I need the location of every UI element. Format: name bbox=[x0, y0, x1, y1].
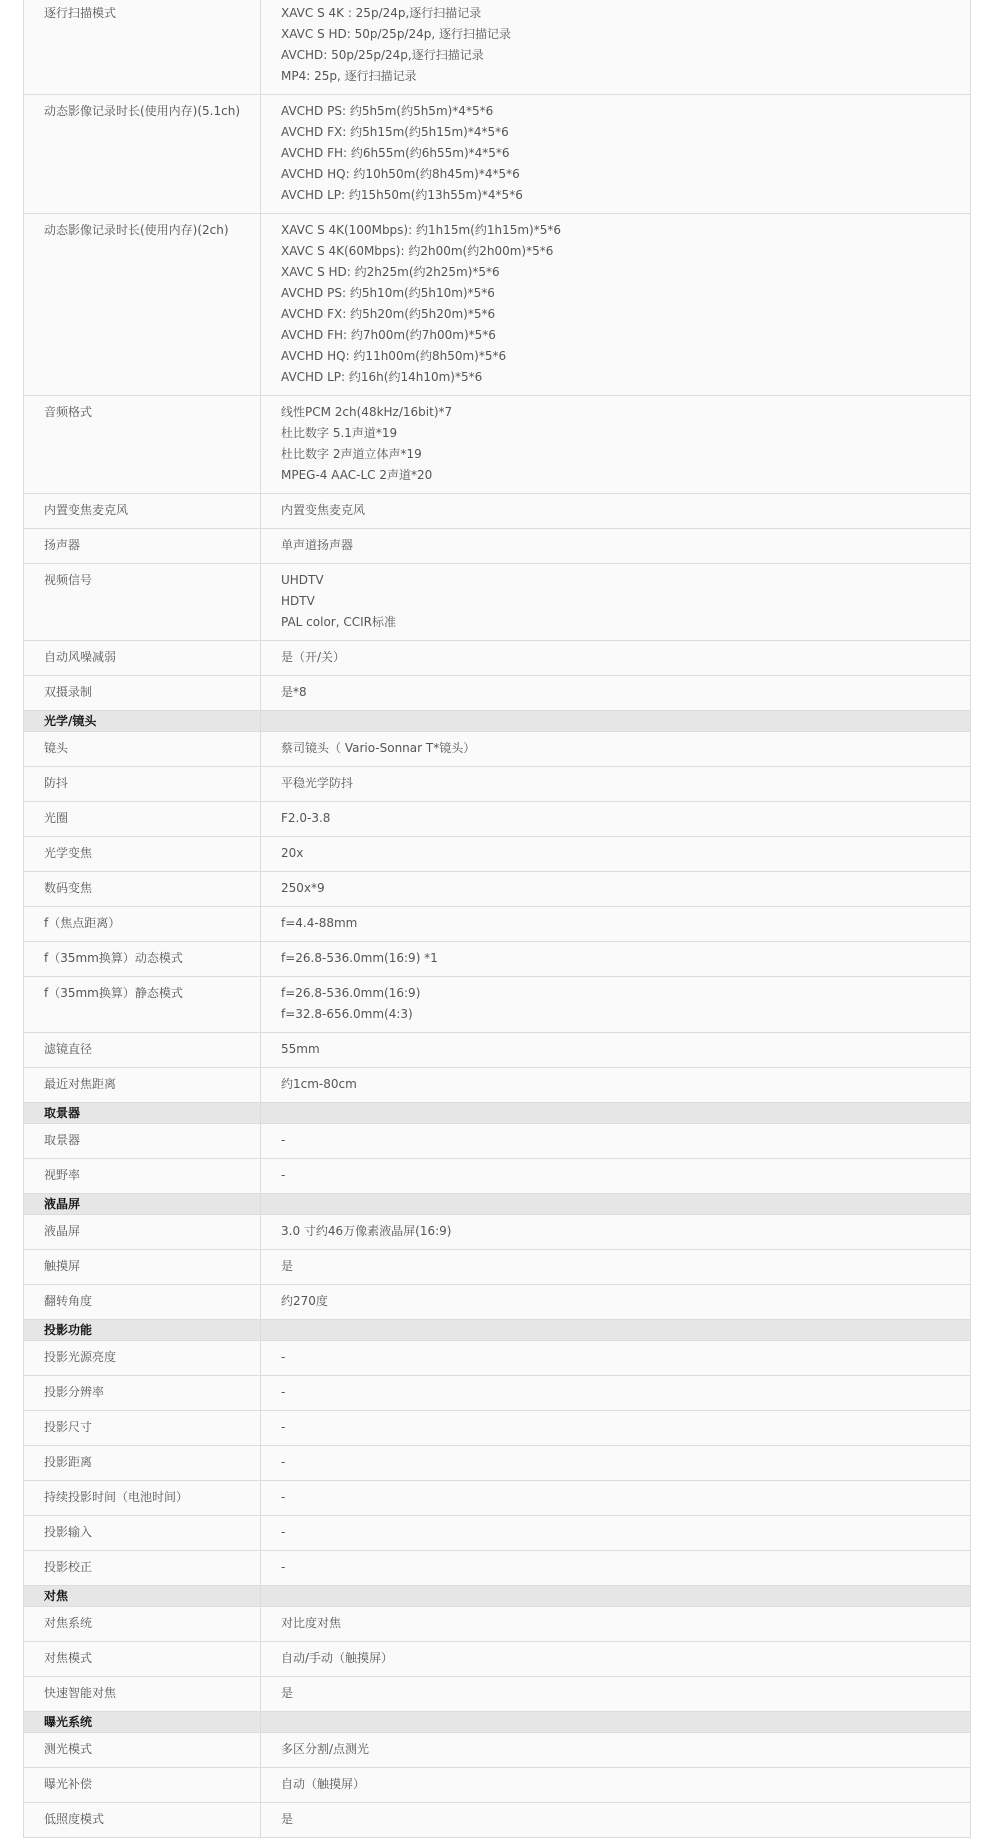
spec-value-line: XAVC S HD: 约2h25m(约2h25m)*5*6 bbox=[281, 265, 500, 279]
spec-row bbox=[24, 1642, 971, 1677]
section-title: 液晶屏 bbox=[24, 1194, 261, 1215]
spec-value-line: XAVC S 4K : 25p/24p,逐行扫描记录 bbox=[281, 6, 482, 20]
spec-label: 触摸屏 bbox=[24, 1250, 261, 1285]
spec-value-line: 自动/手动（触摸屏） bbox=[281, 1651, 394, 1665]
spec-value bbox=[261, 1341, 971, 1376]
spec-label: 投影输入 bbox=[24, 1516, 261, 1551]
spec-label: 液晶屏 bbox=[24, 1215, 261, 1250]
section-header-row bbox=[24, 1320, 971, 1341]
spec-table-body bbox=[24, 0, 971, 1838]
spec-value-line: 是*8 bbox=[281, 685, 307, 699]
spec-value-line: 单声道扬声器 bbox=[281, 538, 354, 552]
section-title: 投影功能 bbox=[24, 1320, 261, 1341]
spec-value bbox=[261, 942, 971, 977]
spec-row bbox=[24, 907, 971, 942]
spec-value-line: AVCHD FX: 约5h20m(约5h20m)*5*6 bbox=[281, 307, 496, 321]
spec-value bbox=[261, 1446, 971, 1481]
spec-value bbox=[261, 1516, 971, 1551]
spec-row bbox=[24, 767, 971, 802]
spec-label: 数码变焦 bbox=[24, 872, 261, 907]
spec-row bbox=[24, 732, 971, 767]
spec-value-line: 250x*9 bbox=[281, 881, 325, 895]
spec-value-line: 自动（触摸屏） bbox=[281, 1777, 366, 1791]
spec-label: 滤镜直径 bbox=[24, 1033, 261, 1068]
spec-label: 投影距离 bbox=[24, 1446, 261, 1481]
spec-row bbox=[24, 1768, 971, 1803]
spec-value-line: - bbox=[281, 1350, 286, 1364]
spec-value-line: XAVC S 4K(100Mbps): 约1h15m(约1h15m)*5*6 bbox=[281, 223, 561, 237]
spec-row bbox=[24, 1803, 971, 1838]
section-spacer bbox=[261, 1586, 971, 1607]
spec-row bbox=[24, 1516, 971, 1551]
spec-value bbox=[261, 1551, 971, 1586]
spec-value bbox=[261, 1677, 971, 1712]
spec-value bbox=[261, 732, 971, 767]
spec-row bbox=[24, 1068, 971, 1103]
spec-label: 投影分辨率 bbox=[24, 1376, 261, 1411]
spec-value-line: AVCHD: 50p/25p/24p,逐行扫描记录 bbox=[281, 48, 484, 62]
spec-label: 持续投影时间（电池时间） bbox=[24, 1481, 261, 1516]
spec-label: 投影光源亮度 bbox=[24, 1341, 261, 1376]
spec-row bbox=[24, 0, 971, 95]
spec-label: 投影尺寸 bbox=[24, 1411, 261, 1446]
spec-label: 镜头 bbox=[24, 732, 261, 767]
spec-value bbox=[261, 529, 971, 564]
spec-row bbox=[24, 564, 971, 641]
spec-value bbox=[261, 1159, 971, 1194]
section-header-row bbox=[24, 1103, 971, 1124]
spec-row bbox=[24, 95, 971, 214]
spec-label: f（焦点距离） bbox=[24, 907, 261, 942]
spec-row bbox=[24, 676, 971, 711]
section-spacer bbox=[261, 1712, 971, 1733]
spec-row bbox=[24, 1250, 971, 1285]
spec-value-line: 杜比数字 2声道立体声*19 bbox=[281, 447, 422, 461]
spec-row bbox=[24, 1033, 971, 1068]
spec-label: 对焦模式 bbox=[24, 1642, 261, 1677]
section-title: 取景器 bbox=[24, 1103, 261, 1124]
section-header-row bbox=[24, 1194, 971, 1215]
spec-value bbox=[261, 1068, 971, 1103]
spec-value bbox=[261, 1642, 971, 1677]
spec-value bbox=[261, 872, 971, 907]
section-spacer bbox=[261, 1103, 971, 1124]
section-spacer bbox=[261, 1194, 971, 1215]
spec-row bbox=[24, 872, 971, 907]
spec-label: 动态影像记录时长(使用内存)(5.1ch) bbox=[24, 95, 261, 214]
spec-value-line: AVCHD FX: 约5h15m(约5h15m)*4*5*6 bbox=[281, 125, 509, 139]
spec-row bbox=[24, 1551, 971, 1586]
spec-value-line: AVCHD PS: 约5h5m(约5h5m)*4*5*6 bbox=[281, 104, 494, 118]
spec-value bbox=[261, 95, 971, 214]
spec-value-line: AVCHD HQ: 约10h50m(约8h45m)*4*5*6 bbox=[281, 167, 520, 181]
spec-value-line: 杜比数字 5.1声道*19 bbox=[281, 426, 398, 440]
spec-value-line: PAL color, CCIR标准 bbox=[281, 615, 396, 629]
spec-row bbox=[24, 396, 971, 494]
spec-row bbox=[24, 942, 971, 977]
spec-row bbox=[24, 837, 971, 872]
spec-value-line: XAVC S HD: 50p/25p/24p, 逐行扫描记录 bbox=[281, 27, 511, 41]
spec-value-line: - bbox=[281, 1168, 286, 1182]
section-header-row bbox=[24, 711, 971, 732]
spec-row bbox=[24, 977, 971, 1033]
spec-value-line: 蔡司镜头（ Vario-Sonnar T*镜头） bbox=[281, 741, 476, 755]
section-title: 曝光系统 bbox=[24, 1712, 261, 1733]
spec-value-line: XAVC S 4K(60Mbps): 约2h00m(约2h00m)*5*6 bbox=[281, 244, 554, 258]
section-header-row bbox=[24, 1586, 971, 1607]
spec-label: 最近对焦距离 bbox=[24, 1068, 261, 1103]
spec-value bbox=[261, 396, 971, 494]
spec-value-line: 是（开/关） bbox=[281, 650, 346, 664]
section-spacer bbox=[261, 1320, 971, 1341]
spec-value-line: HDTV bbox=[281, 594, 315, 608]
spec-value-line: f=26.8-536.0mm(16:9) bbox=[281, 986, 421, 1000]
spec-row bbox=[24, 1733, 971, 1768]
spec-value-line: AVCHD FH: 约7h00m(约7h00m)*5*6 bbox=[281, 328, 496, 342]
spec-value bbox=[261, 564, 971, 641]
spec-value-line: 55mm bbox=[281, 1042, 320, 1056]
spec-label: 取景器 bbox=[24, 1124, 261, 1159]
spec-row bbox=[24, 641, 971, 676]
spec-label: 自动风噪减弱 bbox=[24, 641, 261, 676]
section-header-row bbox=[24, 1712, 971, 1733]
spec-row bbox=[24, 494, 971, 529]
spec-row bbox=[24, 214, 971, 396]
spec-row bbox=[24, 1607, 971, 1642]
spec-row bbox=[24, 1215, 971, 1250]
spec-value-line: AVCHD FH: 约6h55m(约6h55m)*4*5*6 bbox=[281, 146, 510, 160]
spec-label: 防抖 bbox=[24, 767, 261, 802]
spec-value-line: 对比度对焦 bbox=[281, 1616, 342, 1630]
spec-label: f（35mm换算）动态模式 bbox=[24, 942, 261, 977]
spec-label: 双摄录制 bbox=[24, 676, 261, 711]
spec-label: 光学变焦 bbox=[24, 837, 261, 872]
spec-value-line: UHDTV bbox=[281, 573, 324, 587]
spec-value bbox=[261, 1481, 971, 1516]
spec-value-line: f=4.4-88mm bbox=[281, 916, 358, 930]
spec-label: 快速智能对焦 bbox=[24, 1677, 261, 1712]
section-spacer bbox=[261, 711, 971, 732]
spec-value-line: 20x bbox=[281, 846, 304, 860]
spec-label: 视频信号 bbox=[24, 564, 261, 641]
spec-value-line: 平稳光学防抖 bbox=[281, 776, 354, 790]
spec-label: 音频格式 bbox=[24, 396, 261, 494]
spec-label: 光圈 bbox=[24, 802, 261, 837]
spec-value bbox=[261, 1733, 971, 1768]
spec-value-line: 约270度 bbox=[281, 1294, 328, 1308]
spec-value bbox=[261, 1124, 971, 1159]
spec-value bbox=[261, 0, 971, 95]
spec-row bbox=[24, 1124, 971, 1159]
spec-value-line: - bbox=[281, 1385, 286, 1399]
spec-row bbox=[24, 1376, 971, 1411]
spec-value-line: AVCHD LP: 约16h(约14h10m)*5*6 bbox=[281, 370, 483, 384]
spec-value bbox=[261, 214, 971, 396]
spec-row bbox=[24, 529, 971, 564]
section-title: 光学/镜头 bbox=[24, 711, 261, 732]
spec-label: 翻转角度 bbox=[24, 1285, 261, 1320]
spec-label: 低照度模式 bbox=[24, 1803, 261, 1838]
spec-label: 扬声器 bbox=[24, 529, 261, 564]
spec-value-line: 是 bbox=[281, 1259, 294, 1273]
spec-value bbox=[261, 676, 971, 711]
spec-value-line: - bbox=[281, 1455, 286, 1469]
spec-value bbox=[261, 494, 971, 529]
spec-row bbox=[24, 1411, 971, 1446]
spec-value-line: f=26.8-536.0mm(16:9) *1 bbox=[281, 951, 438, 965]
spec-row bbox=[24, 802, 971, 837]
spec-value bbox=[261, 837, 971, 872]
spec-value bbox=[261, 1768, 971, 1803]
spec-value bbox=[261, 802, 971, 837]
spec-value bbox=[261, 1803, 971, 1838]
spec-value-line: - bbox=[281, 1560, 286, 1574]
spec-label: 视野率 bbox=[24, 1159, 261, 1194]
spec-value-line: f=32.8-656.0mm(4:3) bbox=[281, 1007, 413, 1021]
spec-value bbox=[261, 907, 971, 942]
spec-value-line: MP4: 25p, 逐行扫描记录 bbox=[281, 69, 417, 83]
spec-value bbox=[261, 1285, 971, 1320]
spec-value-line: 是 bbox=[281, 1686, 294, 1700]
spec-row bbox=[24, 1677, 971, 1712]
spec-value-line: 内置变焦麦克风 bbox=[281, 503, 366, 517]
spec-row bbox=[24, 1446, 971, 1481]
spec-label: 曝光补偿 bbox=[24, 1768, 261, 1803]
spec-value-line: - bbox=[281, 1525, 286, 1539]
spec-value bbox=[261, 641, 971, 676]
spec-value-line: MPEG-4 AAC-LC 2声道*20 bbox=[281, 468, 433, 482]
spec-label: 动态影像记录时长(使用内存)(2ch) bbox=[24, 214, 261, 396]
spec-value bbox=[261, 1607, 971, 1642]
spec-value-line: 线性PCM 2ch(48kHz/16bit)*7 bbox=[281, 405, 453, 419]
spec-value-line: AVCHD HQ: 约11h00m(约8h50m)*5*6 bbox=[281, 349, 507, 363]
spec-value-line: F2.0-3.8 bbox=[281, 811, 331, 825]
spec-label: f（35mm换算）静态模式 bbox=[24, 977, 261, 1033]
spec-value bbox=[261, 1411, 971, 1446]
spec-value-line: 多区分割/点测光 bbox=[281, 1742, 370, 1756]
section-title: 对焦 bbox=[24, 1586, 261, 1607]
spec-value-line: - bbox=[281, 1490, 286, 1504]
spec-row bbox=[24, 1341, 971, 1376]
spec-value bbox=[261, 1033, 971, 1068]
spec-table bbox=[23, 0, 971, 1838]
spec-value-line: - bbox=[281, 1133, 286, 1147]
spec-label: 投影校正 bbox=[24, 1551, 261, 1586]
spec-value-line: AVCHD PS: 约5h10m(约5h10m)*5*6 bbox=[281, 286, 495, 300]
spec-label: 测光模式 bbox=[24, 1733, 261, 1768]
spec-label: 对焦系统 bbox=[24, 1607, 261, 1642]
spec-value-line: 约1cm-80cm bbox=[281, 1077, 357, 1091]
spec-value-line: - bbox=[281, 1420, 286, 1434]
spec-value-line: 3.0 寸约46万像素液晶屏(16:9) bbox=[281, 1224, 452, 1238]
spec-value bbox=[261, 1215, 971, 1250]
spec-value bbox=[261, 977, 971, 1033]
spec-label: 内置变焦麦克风 bbox=[24, 494, 261, 529]
spec-label: 逐行扫描模式 bbox=[24, 0, 261, 95]
spec-row bbox=[24, 1285, 971, 1320]
spec-value bbox=[261, 767, 971, 802]
spec-row bbox=[24, 1159, 971, 1194]
spec-value bbox=[261, 1376, 971, 1411]
spec-value-line: 是 bbox=[281, 1812, 294, 1826]
spec-value-line: AVCHD LP: 约15h50m(约13h55m)*4*5*6 bbox=[281, 188, 523, 202]
spec-value bbox=[261, 1250, 971, 1285]
spec-row bbox=[24, 1481, 971, 1516]
